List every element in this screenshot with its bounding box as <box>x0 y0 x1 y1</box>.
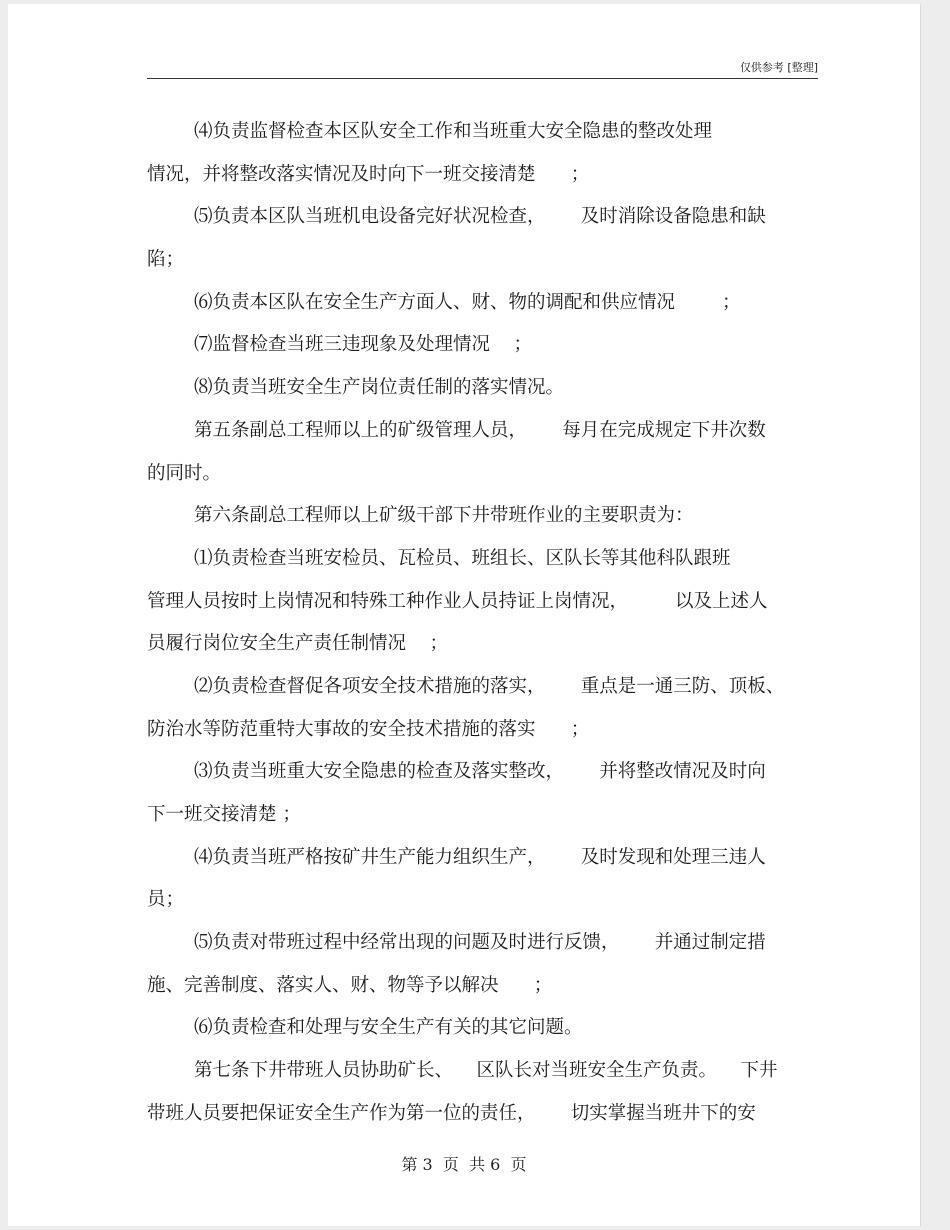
text-line: 带班人员要把保证安全生产作为第一位的责任， 切实掌握当班井下的安 <box>147 1102 756 1124</box>
text-line: 陷； <box>147 249 185 271</box>
text-line: 管理人员按时上岗情况和特殊工种作业人员持证上岗情况， 以及上述人 <box>147 590 768 612</box>
text-line: 第五条副总工程师以上的矿级管理人员， 每月在完成规定下井次数 <box>194 419 766 441</box>
text-line: ⑺监督检查当班三违现象及处理情况 ； <box>194 334 533 356</box>
text-line: ⑵负责检查督促各项安全技术措施的落实， 重点是一通三防、顶板、 <box>194 675 785 697</box>
text-line: ⑴负责检查当班安检员、瓦检员、班组长、区队长等其他科队跟班 <box>194 547 731 569</box>
header-label: 仅供参考 <box>739 61 784 74</box>
text-line: 第六条副总工程师以上矿级干部下井带班作业的主要职责为： <box>194 505 694 527</box>
header-note <box>740 59 818 75</box>
page-header <box>147 56 818 79</box>
page-footer: 第 3 页 共 6 页 <box>401 1155 527 1174</box>
text-line: ⑸负责本区队当班机电设备完好状况检查， 及时消除设备隐患和缺 <box>194 206 766 228</box>
header-tag: [整理] <box>787 61 818 74</box>
text-line: ⑷负责当班严格按矿井生产能力组织生产， 及时发现和处理三违人 <box>194 846 766 868</box>
text-line: ⑹负责检查和处理与安全生产有关的其它问题。 <box>194 1017 583 1039</box>
text-line: ⑻负责当班安全生产岗位责任制的落实情况。 <box>194 377 565 399</box>
text-line: 下一班交接清楚 ； <box>147 804 301 825</box>
document-page <box>8 4 921 1226</box>
text-line: ⑸负责对带班过程中经常出现的问题及时进行反馈， 并通过制定措 <box>194 932 766 954</box>
text-line: 的同时。 <box>147 462 222 484</box>
text-line: ⑷负责监督检查本区队安全工作和当班重大安全隐患的整改处理 <box>194 121 713 142</box>
text-line: ⑹负责本区队在安全生产方面人、财、物的调配和供应情况 ； <box>194 291 741 313</box>
text-line: 情况，并将整改落实情况及时向下一班交接清楚 ； <box>147 163 590 185</box>
text-line: 员履行岗位安全生产责任制情况 ； <box>147 633 449 655</box>
text-line: 第七条下井带班人员协助矿长、 区队长对当班安全生产负责。 下井 <box>194 1060 778 1082</box>
document-body <box>147 114 827 1139</box>
text-line: 防治水等防范重特大事故的安全技术措施的落实 ； <box>147 718 590 740</box>
text-line: ⑶负责当班重大安全隐患的检查及落实整改， 并将整改情况及时向 <box>194 761 766 783</box>
text-line: 施、完善制度、落实人、财、物等予以解决 ； <box>147 974 553 996</box>
text-line: 员； <box>147 889 185 911</box>
